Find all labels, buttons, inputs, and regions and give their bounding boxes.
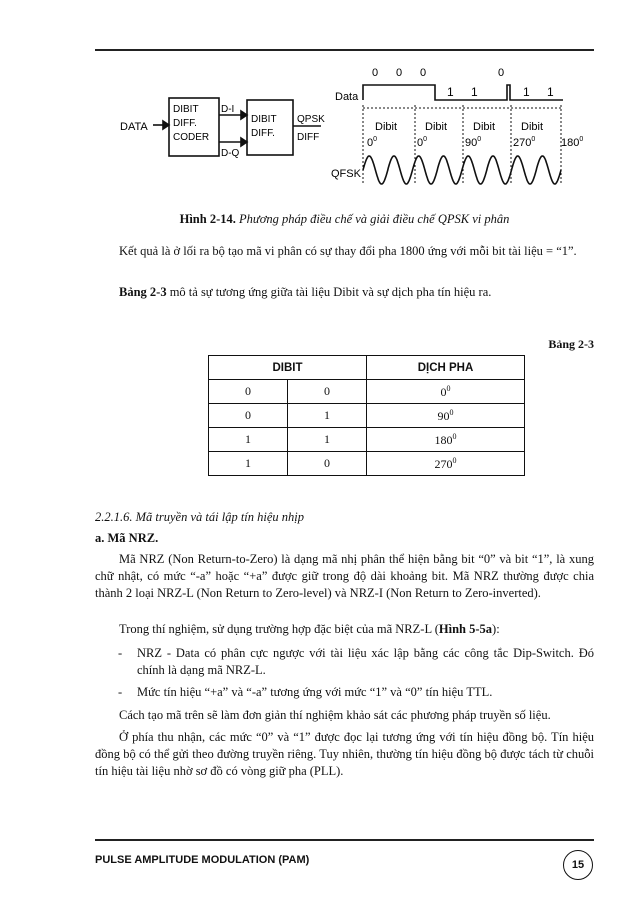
bullet-dash-1: - [118,646,123,660]
high-bit-1: 1 [447,85,454,99]
qfsk-waveform [363,156,561,184]
table-row [209,380,525,404]
data-waveform [363,85,563,100]
paragraph-table-intro: Bảng 2-3 mô tả sự tương ứng giữa tài liệu Dibit và sự dịch pha tín hiệu ra. [119,285,492,299]
high-bit-3: 1 [523,85,530,99]
coder-label-3: CODER [173,132,210,143]
table-header-row [209,356,525,380]
phase-label-2: $0^0$ [417,136,428,149]
paragraph-phase-change: Kết quả là ở lối ra bộ tạo mã vi phân có sự thay đổi pha 1800 ứng với mỗi bit tài liệu = “1”. [119,244,577,258]
phase-label-1: $0^0$ [367,136,378,149]
table-cell: $0^0$ [367,380,525,404]
top-bit-3: 0 [420,67,427,79]
high-bit-2: 1 [471,85,478,99]
table-row [209,452,525,476]
table-cell: $90^0$ [367,404,525,428]
paragraph-receiver: Ở phía thu nhận, các mức “0” và “1” được đọc lại tương ứng với tín hiệu đồng bộ. Tín hiệu đồng bộ có thể gửi theo đường truyền riêng. Tuy nhiên, thường tín hiệu đồng bộ được tách từ chuỗi tín hiệu tài liệu nhờ sơ đồ có vòng giữ pha (PLL). [95,730,594,778]
modulator-label-1: DIBIT [251,114,277,125]
top-bit-4: 0 [498,67,505,79]
paragraph-method: Cách tạo mã trên sẽ làm đơn giản thí nghiệm khảo sát các phương pháp truyền số liệu. [119,708,551,722]
table-cell: 0 [288,452,367,476]
table-cell: 1 [209,428,288,452]
qpsk-figure [95,60,595,200]
di-label: D-I [221,104,235,115]
table-cell: 1 [209,452,288,476]
dq-label: D-Q [221,148,240,159]
table-cell: 0 [209,404,288,428]
modulator-label-2: DIFF. [251,128,275,139]
page-number: 15 [563,850,593,880]
table-row [209,428,525,452]
footer-title: PULSE AMPLITUDE MODULATION (PAM) [95,854,310,866]
dibit-label-4: Dibit [521,121,544,133]
paragraph-nrz: Mã NRZ (Non Return-to-Zero) là dạng mã nhị phân thể hiện bằng bit “0” và bit “1”, là xung chữ nhật, có mức “-a” hoặc “+a” được giữ trong độ dài khoảng bit. Mã NRZ thường được chia thành 2 loại NRZ-L (Non Return to Zero-level) và NRZ-I (Non Return to Zero-inverted). [95,552,594,600]
dibit-label-2: Dibit [425,121,448,133]
phase-label-5: $180^0$ [561,136,584,149]
diff-output-label: DIFF [297,132,320,143]
top-bit-2: 0 [396,67,403,79]
section-title: 2.2.1.6. Mã truyền và tái lập tín hiệu nhịp [95,510,305,524]
top-bit-1: 0 [372,67,379,79]
dibit-label-1: Dibit [375,121,398,133]
table-cell: $270^0$ [367,452,525,476]
table-label: Bảng 2-3 [548,337,594,351]
table-row [209,404,525,428]
header-rule [95,49,594,51]
dibit-phase-table [208,355,525,476]
coder-label-2: DIFF. [173,118,197,129]
table-cell: 0 [209,380,288,404]
bullet-item-2: Mức tín hiệu “+a” và “-a” tương ứng với mức “1” và “0” tín hiệu TTL. [137,685,493,699]
header-phase-shift: DỊCH PHA [367,356,525,380]
subsection-title: a. Mã NRZ. [95,531,159,545]
data-input-label: DATA [120,121,148,133]
table-cell: 1 [288,404,367,428]
phase-label-4: $270^0$ [513,136,536,149]
paragraph-experiment: Trong thí nghiệm, sử dụng trường hợp đặc biệt của mã NRZ-L (Hình 5-5a): [119,622,500,636]
qfsk-waveform-label: QFSK [331,168,361,180]
coder-label-1: DIBIT [173,104,199,115]
header-dibit: DIBIT [209,356,367,380]
high-bit-4: 1 [547,85,554,99]
dibit-label-3: Dibit [473,121,496,133]
phase-label-3: $90^0$ [465,136,482,149]
table-cell: 1 [288,428,367,452]
table-cell: $180^0$ [367,428,525,452]
bullet-dash-2: - [118,685,123,699]
table-cell: 0 [288,380,367,404]
qpsk-output-label: QPSK [297,114,325,125]
data-waveform-label: Data [335,91,359,103]
footer-rule [95,839,594,841]
figure-caption: Hình 2-14. Phương pháp điều chế và giải điều chế QPSK vi phân [179,212,510,226]
bullet-item-1: NRZ - Data có phân cực ngược với tài liệu xác lập bằng các công tắc Dip-Switch. Đó chính là dạng mã NRZ-L. [137,646,594,677]
